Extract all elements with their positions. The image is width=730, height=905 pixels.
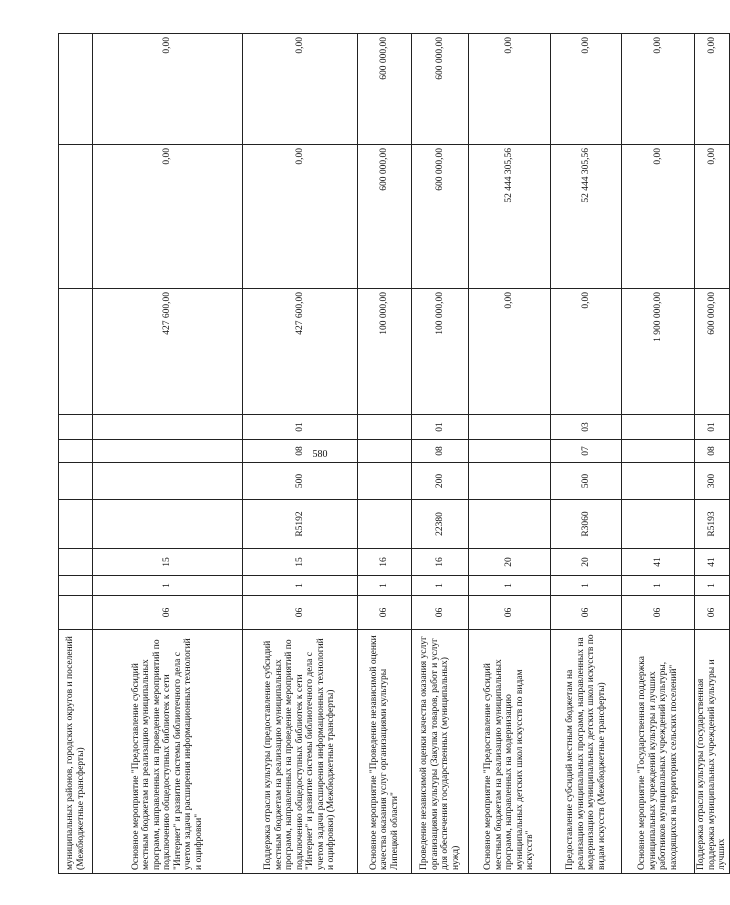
cell-type-code: 300: [695, 463, 730, 500]
table-row: [412, 34, 469, 874]
table-row: [243, 34, 358, 874]
table-row: [622, 34, 695, 874]
cell-subsection-code: [469, 415, 551, 440]
cell-measure-code: 20: [469, 549, 551, 576]
cell-type-code: 500: [243, 463, 358, 500]
cell-amount-year-1: 427 600,00: [93, 289, 243, 415]
cell-amount-year-1: 600 000,00: [695, 289, 730, 415]
table-row: [469, 34, 551, 874]
cell-section-code: [358, 440, 412, 463]
cell-amount-year-2: 52 444 305,56: [551, 145, 622, 289]
cell-amount-year-1: 0,00: [469, 289, 551, 415]
cell-type-code: [93, 463, 243, 500]
cell-amount-year-2: 0,00: [695, 145, 730, 289]
cell-type-code: [622, 463, 695, 500]
cell-amount-year-1: 100 000,00: [358, 289, 412, 415]
cell-subsection-code: 01: [243, 415, 358, 440]
cell-program-code: [59, 596, 93, 630]
cell-amount-year-2: 600 000,00: [358, 145, 412, 289]
cell-amount-year-2: 0,00: [243, 145, 358, 289]
cell-amount-year-2: 600 000,00: [412, 145, 469, 289]
cell-program-code: 06: [551, 596, 622, 630]
cell-program-code: 06: [412, 596, 469, 630]
budget-table: [58, 33, 730, 874]
table-body: [59, 34, 730, 874]
cell-subsection-code: 01: [412, 415, 469, 440]
cell-type-code: [59, 463, 93, 500]
cell-section-code: 08: [243, 440, 358, 463]
cell-subprogram-code: 1: [243, 576, 358, 596]
table-row: [358, 34, 412, 874]
cell-type-code: [358, 463, 412, 500]
cell-amount-year-3: 0,00: [93, 34, 243, 145]
cell-subsection-code: [59, 415, 93, 440]
cell-measure-code: 16: [412, 549, 469, 576]
table-row: [695, 34, 730, 874]
cell-measure-code: 41: [622, 549, 695, 576]
cell-amount-year-3: 0,00: [551, 34, 622, 145]
cell-section-code: 08: [695, 440, 730, 463]
cell-expense-code: [93, 500, 243, 549]
table-row: [551, 34, 622, 874]
cell-amount-year-3: 0,00: [243, 34, 358, 145]
page-number: 580: [312, 449, 328, 460]
row-name: муниципальных районов, городских округов и поселений (Межбюджетные трансферты): [59, 630, 93, 874]
table-row: [59, 34, 93, 874]
row-name: Основное мероприятие "Предоставление субсидий местным бюджетам на реализацию муниципальных программ, направленных на модернизацию муниципальных детских школ искусств по видам искусств": [469, 630, 551, 874]
cell-expense-code: [358, 500, 412, 549]
cell-amount-year-1: 0,00: [551, 289, 622, 415]
row-name: Основное мероприятие "Государственная поддержка муниципальных учреждений культуры и лучших работников муниципальных учреждений культуры, находящихся на территориях сельских поселений": [622, 630, 695, 874]
cell-subprogram-code: 1: [551, 576, 622, 596]
cell-program-code: 06: [469, 596, 551, 630]
cell-measure-code: 41: [695, 549, 730, 576]
cell-amount-year-2: 0,00: [93, 145, 243, 289]
cell-section-code: [59, 440, 93, 463]
cell-amount-year-3: [59, 34, 93, 145]
cell-expense-code: [469, 500, 551, 549]
cell-amount-year-2: 52 444 305,56: [469, 145, 551, 289]
row-name: Основное мероприятие "Предоставление субсидий местным бюджетам на реализацию муниципальных программ, направленных на проведение мероприятий по подключению общедоступных библиотек к сети "Интернет" и развитие системы библиотечного дела с учетом задачи расширения информационных технологий и оцифровки": [93, 630, 243, 874]
cell-amount-year-3: 0,00: [469, 34, 551, 145]
cell-subprogram-code: 1: [93, 576, 243, 596]
cell-subsection-code: 03: [551, 415, 622, 440]
cell-amount-year-1: 1 900 000,00: [622, 289, 695, 415]
cell-subprogram-code: 1: [358, 576, 412, 596]
cell-type-code: 500: [551, 463, 622, 500]
cell-expense-code: R5193: [695, 500, 730, 549]
cell-measure-code: [59, 549, 93, 576]
cell-measure-code: 20: [551, 549, 622, 576]
cell-subprogram-code: 1: [622, 576, 695, 596]
row-name: Предоставление субсидий местным бюджетам на реализацию муниципальных программ, направленных на модернизацию муниципальных детских школ искусств по видам искусств (Межбюджетные трансферты): [551, 630, 622, 874]
cell-measure-code: 16: [358, 549, 412, 576]
cell-type-code: [469, 463, 551, 500]
cell-program-code: 06: [695, 596, 730, 630]
cell-expense-code: [622, 500, 695, 549]
cell-section-code: [93, 440, 243, 463]
cell-subsection-code: [358, 415, 412, 440]
cell-subprogram-code: 1: [412, 576, 469, 596]
cell-amount-year-3: 0,00: [622, 34, 695, 145]
row-name: Поддержка отрасли культуры (государственная поддержка муниципальных учреждений культуры и лучших: [695, 630, 730, 874]
cell-amount-year-2: 0,00: [622, 145, 695, 289]
cell-program-code: 06: [622, 596, 695, 630]
cell-amount-year-2: [59, 145, 93, 289]
cell-amount-year-3: 600 000,00: [358, 34, 412, 145]
cell-section-code: 07: [551, 440, 622, 463]
cell-subsection-code: [93, 415, 243, 440]
cell-subsection-code: [622, 415, 695, 440]
cell-subprogram-code: 1: [469, 576, 551, 596]
rotated-table-wrapper: [58, 34, 727, 874]
row-name: Основное мероприятие "Проведение независимой оценки качества оказания услуг организациями культуры Липецкой области": [358, 630, 412, 874]
cell-amount-year-3: 0,00: [695, 34, 730, 145]
cell-amount-year-3: 600 000,00: [412, 34, 469, 145]
cell-amount-year-1: 427 600,00: [243, 289, 358, 415]
cell-measure-code: 15: [93, 549, 243, 576]
cell-subsection-code: 01: [695, 415, 730, 440]
cell-amount-year-1: [59, 289, 93, 415]
cell-measure-code: 15: [243, 549, 358, 576]
cell-section-code: [622, 440, 695, 463]
cell-expense-code: [59, 500, 93, 549]
cell-subprogram-code: 1: [695, 576, 730, 596]
cell-expense-code: 22380: [412, 500, 469, 549]
cell-program-code: 06: [93, 596, 243, 630]
cell-section-code: [469, 440, 551, 463]
cell-subprogram-code: [59, 576, 93, 596]
cell-expense-code: R3060: [551, 500, 622, 549]
cell-section-code: 08: [412, 440, 469, 463]
cell-program-code: 06: [358, 596, 412, 630]
cell-program-code: 06: [243, 596, 358, 630]
row-name: Поддержка отрасли культуры (предоставление субсидий местным бюджетам на реализацию муниципальных программ, направленных на проведение мероприятий по подключению общедоступных библиотек к сети "Интернет" и развитие системы библиотечного дела с учетом задачи расширения информационных технологий и оцифровки) (Межбюджетные трансферты): [243, 630, 358, 874]
cell-type-code: 200: [412, 463, 469, 500]
cell-amount-year-1: 100 000,00: [412, 289, 469, 415]
table-row: [93, 34, 243, 874]
cell-expense-code: R5192: [243, 500, 358, 549]
row-name: Проведение независимой оценки качества оказания услуг организациями культуры (Закупка товаров, работ и услуг для обеспечения государственных (муниципальных) нужд): [412, 630, 469, 874]
